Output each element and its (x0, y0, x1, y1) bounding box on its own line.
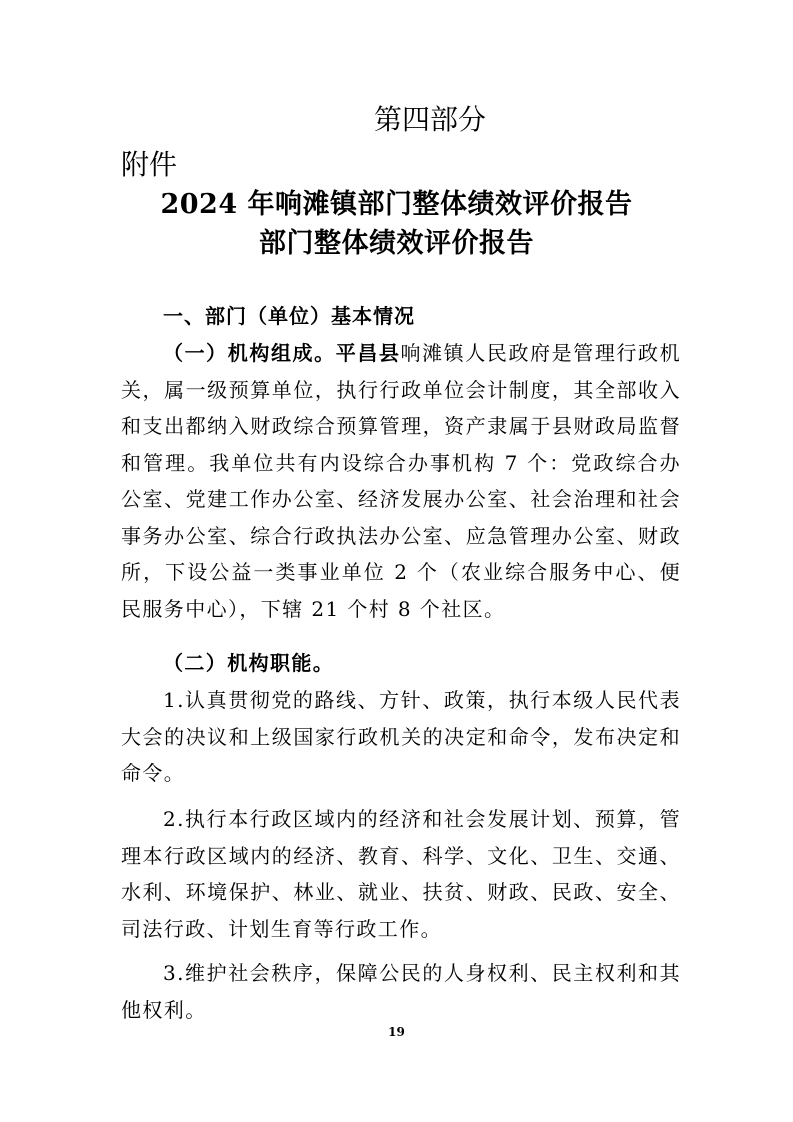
organization-text: 响滩镇人民政府是管理行政机关，属一级预算单位，执行行政单位会计制度，其全部收入和支出都纳入财政综合预算管理，资产隶属于县财政局监督和管理。我单位共有内设综合办事机构 7 个：党政综合办公室、党建工作办公室、经济发展办公室、社会治理和社会事务办公室、综合行政执法办公室、应急管理办公室、财政所，下设公益一类事业单位 2 个（农业综合服务中心、便民服务中心），下辖 21 个村 8 个社区。 (121, 341, 681, 621)
organization-lead: （一）机构组成。平昌县 (163, 341, 401, 365)
function-item-1: 1.认真贯彻党的路线、方针、政策，执行本级人民代表大会的决议和上级国家行政机关的决定和命令，发布决定和命令。 (121, 688, 681, 785)
function-item-3: 3.维护社会秩序，保障公民的人身权利、民主权利和其他权利。 (121, 961, 681, 1022)
paragraph-organization (121, 335, 681, 627)
page-number: 19 (388, 1025, 405, 1039)
section1-heading: 一、部门（单位）基本情况 (163, 304, 415, 328)
function-item-2: 2.执行本行政区域内的经济和社会发展计划、预算，管理本行政区域内的经济、教育、科学、文化、卫生、交通、水利、环境保护、林业、就业、扶贫、财政、民政、安全、司法行政、计划生育等行政工作。 (121, 807, 681, 941)
part-title: 第四部分 (373, 103, 486, 136)
report-title-line2: 部门整体绩效评价报告 (259, 228, 534, 259)
attachment-label: 附件 (121, 148, 178, 181)
report-title-line1: 2024 年响滩镇部门整体绩效评价报告 (160, 189, 633, 220)
functions-heading: （二）机构职能。 (163, 651, 335, 675)
